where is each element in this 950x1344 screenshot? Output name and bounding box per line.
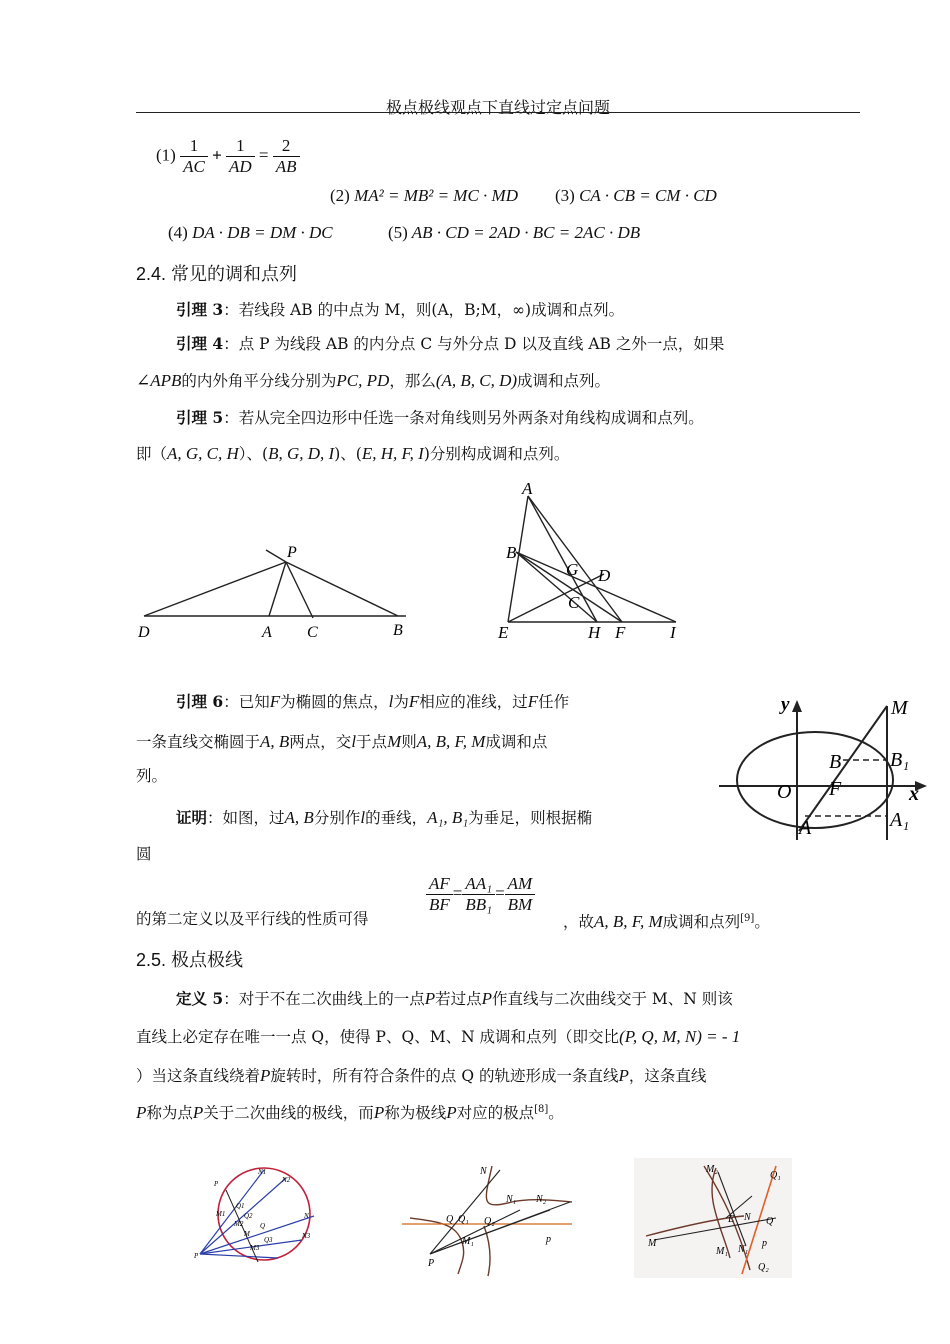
ellipse-label-O: O	[777, 781, 792, 803]
ellipse-label-F: F	[829, 778, 842, 800]
fig3-label-p: p	[762, 1238, 767, 1249]
fig-left-label-D: D	[138, 624, 150, 641]
fig1-label-M: M	[244, 1230, 250, 1238]
fig-right-label-C: C	[568, 593, 580, 612]
ellipse-label-M: M	[891, 697, 908, 719]
figure-polar-parabola	[634, 1158, 792, 1278]
fig3-label-M: M	[648, 1238, 657, 1249]
fig3-label-Q2: Q₂	[758, 1262, 769, 1273]
fig1-label-N2: N2	[282, 1176, 291, 1184]
header-rule	[136, 112, 860, 113]
fig3-label-N1: N₁	[738, 1244, 749, 1255]
formula-2: (2) MA² = MB² = MC · MD	[330, 186, 518, 205]
fig2-label-Q: Q	[446, 1214, 454, 1225]
ellipse-label-B: B	[829, 751, 842, 773]
proof-line-3-conclusion: ，故A, B, F, M成调和点列[9]。	[563, 912, 770, 932]
formula-3: (3) CA · CB = CM · CD	[555, 186, 717, 205]
fig1-label-Q: Q	[260, 1222, 266, 1230]
fig-left-label-C: C	[307, 624, 318, 641]
fig1-label-N3: N3	[302, 1232, 311, 1240]
figure-bisector-triangle	[136, 538, 410, 642]
fig2-label-Q2: Q₂	[484, 1216, 495, 1227]
fig-left-label-A: A	[262, 624, 272, 641]
fig2-label-N2: N₂	[536, 1194, 547, 1205]
fig-right-label-I: I	[670, 623, 676, 642]
fig2-label-Q1: Q₁	[458, 1214, 469, 1225]
fig1-label-Q2: Q2	[244, 1212, 253, 1220]
lemma-6-label: 引理 6	[176, 692, 224, 711]
lemma-5-line-1: 引理 5：若从完全四边形中任选一条对角线则另外两条对角线构成调和点列。	[176, 408, 704, 427]
definition-5-line-3: ）当这条直线绕着P旋转时，所有符合条件的点 Q 的轨迹形成一条直线P，这条直线	[136, 1066, 707, 1085]
figure-ellipse	[715, 688, 937, 848]
lemma-3-label: 引理 3	[176, 300, 224, 319]
figure-polar-circle	[192, 1162, 326, 1272]
lemma-5-line-2: 即（A, G, C, H）、(B, G, D, I)、(E, H, F, I)分别构成调和点列。	[136, 444, 570, 463]
definition-5-line-2: 直线上必定存在唯一一点 Q，使得 P、Q、M、N 成调和点列（即交比(P, Q, M, N) = - 1	[136, 1027, 741, 1046]
lemma-6-line-2: 一条直线交椭圆于A, B两点，交l于点M则A, B, F, M成调和点	[136, 732, 548, 751]
fig1-label-M1: M1	[216, 1210, 226, 1218]
fig1-label-M3: M3	[250, 1244, 260, 1252]
fig-left-label-B: B	[393, 622, 403, 639]
lemma-4-line-2: ∠APB的内外角平分线分别为PC, PD，那么(A, B, C, D)成调和点列。	[136, 371, 611, 390]
fig-right-label-D: D	[598, 566, 611, 585]
fig3-label-Q1: Q₁	[770, 1170, 781, 1181]
fig1-label-M2: M2	[234, 1220, 244, 1228]
proof-line-1: 证明：如图，过A, B分别作l的垂线，A₁, B₁为垂足，则根据椭	[176, 808, 593, 827]
fig-right-label-F: F	[615, 623, 626, 642]
fig1-label-N1: N1	[258, 1168, 267, 1176]
fig3-label-E: E	[728, 1214, 735, 1225]
fig2-label-N: N	[480, 1166, 487, 1177]
fig3-label-M2: M₂	[706, 1164, 718, 1175]
ellipse-label-A1: A₁	[890, 809, 910, 831]
figure-complete-quadrilateral	[494, 478, 680, 642]
definition-5-line-1: 定义 5：对于不在二次曲线上的一点P若过点P作直线与二次曲线交于 M、N 则该	[176, 989, 733, 1008]
ellipse-label-x: x	[909, 783, 919, 805]
ellipse-label-A: A	[799, 817, 812, 839]
formula-1-label: (1)	[156, 145, 176, 165]
formula-1: (1) $\frac{1}{AC}$ + $\frac{1}{AD}$ = $\frac{2}{AB}$	[156, 136, 300, 177]
fig-right-label-A: A	[522, 479, 533, 498]
formula-1-frac-a: $\frac{1}{AC}$	[180, 136, 208, 177]
fig2-label-N1: N₁	[506, 1194, 517, 1205]
ellipse-label-y: y	[781, 694, 790, 715]
fig3-label-N: N	[744, 1212, 751, 1223]
lemma-3: 引理 3：若线段 AB 的中点为 M，则(A，B;M，∞)成调和点列。	[176, 300, 625, 319]
lemma-6-line-1: 引理 6：已知F为椭圆的焦点，l为F相应的准线，过F任作	[176, 692, 570, 711]
fig-right-label-B: B	[506, 543, 517, 562]
lemma-5-label: 引理 5	[176, 408, 224, 427]
fig3-label-Q: Q	[766, 1216, 774, 1227]
formula-4: (4) DA · DB = DM · DC	[168, 223, 333, 242]
ellipse-label-B1: B₁	[890, 749, 910, 771]
fig1-label-P-bottom: P	[194, 1252, 199, 1260]
section-2-4-title: 2.4. 常见的调和点列	[136, 264, 298, 284]
fig1-label-Q3: Q3	[264, 1236, 273, 1244]
fig2-label-M1: M₁	[462, 1236, 474, 1247]
figure-polar-hyperbola	[400, 1162, 574, 1280]
formula-5: (5) AB · CD = 2AD · BC = 2AC · DB	[388, 223, 641, 242]
definition-5-line-4: P称为点P关于二次曲线的极线，而P称为极线P对应的极点[8]。	[136, 1103, 564, 1123]
proof-line-3-text: 的第二定义以及平行线的性质可得	[136, 910, 369, 928]
proof-line-2: 圆	[136, 845, 152, 863]
section-2-5-title: 2.5. 极点极线	[136, 950, 244, 970]
page-header-title: 极点极线观点下直线过定点问题	[385, 98, 610, 117]
fig1-label-Q1: Q1	[236, 1202, 245, 1210]
fig2-label-P: P	[428, 1258, 435, 1269]
definition-5-label: 定义 5	[176, 989, 224, 1008]
lemma-6-line-3: 列。	[136, 767, 168, 785]
fig1-label-N: N	[304, 1212, 309, 1220]
fig-right-label-H: H	[588, 623, 601, 642]
fig1-label-P-top: P	[214, 1180, 219, 1188]
formula-1-frac-b: $\frac{1}{AD}$	[226, 136, 255, 177]
fig-left-label-P: P	[287, 544, 297, 561]
fig3-label-M1: M₁	[716, 1246, 728, 1257]
fig-right-label-E: E	[498, 623, 509, 642]
fig2-label-p: p	[546, 1234, 551, 1245]
proof-fraction-chain: $\frac{AF}{BF}$ = $\frac{\text{AA₁}}{\text{BB₁}}$ = $\frac{AM}{BM}$	[426, 874, 535, 915]
proof-label: 证明	[176, 808, 208, 827]
fig-right-label-G: G	[566, 560, 579, 579]
lemma-4-line-1: 引理 4：点 P 为线段 AB 的内分点 C 与外分点 D 以及直线 AB 之外一点，如果	[176, 334, 725, 353]
lemma-4-label: 引理 4	[176, 334, 224, 353]
formula-1-frac-c: $\frac{2}{AB}$	[273, 136, 300, 177]
